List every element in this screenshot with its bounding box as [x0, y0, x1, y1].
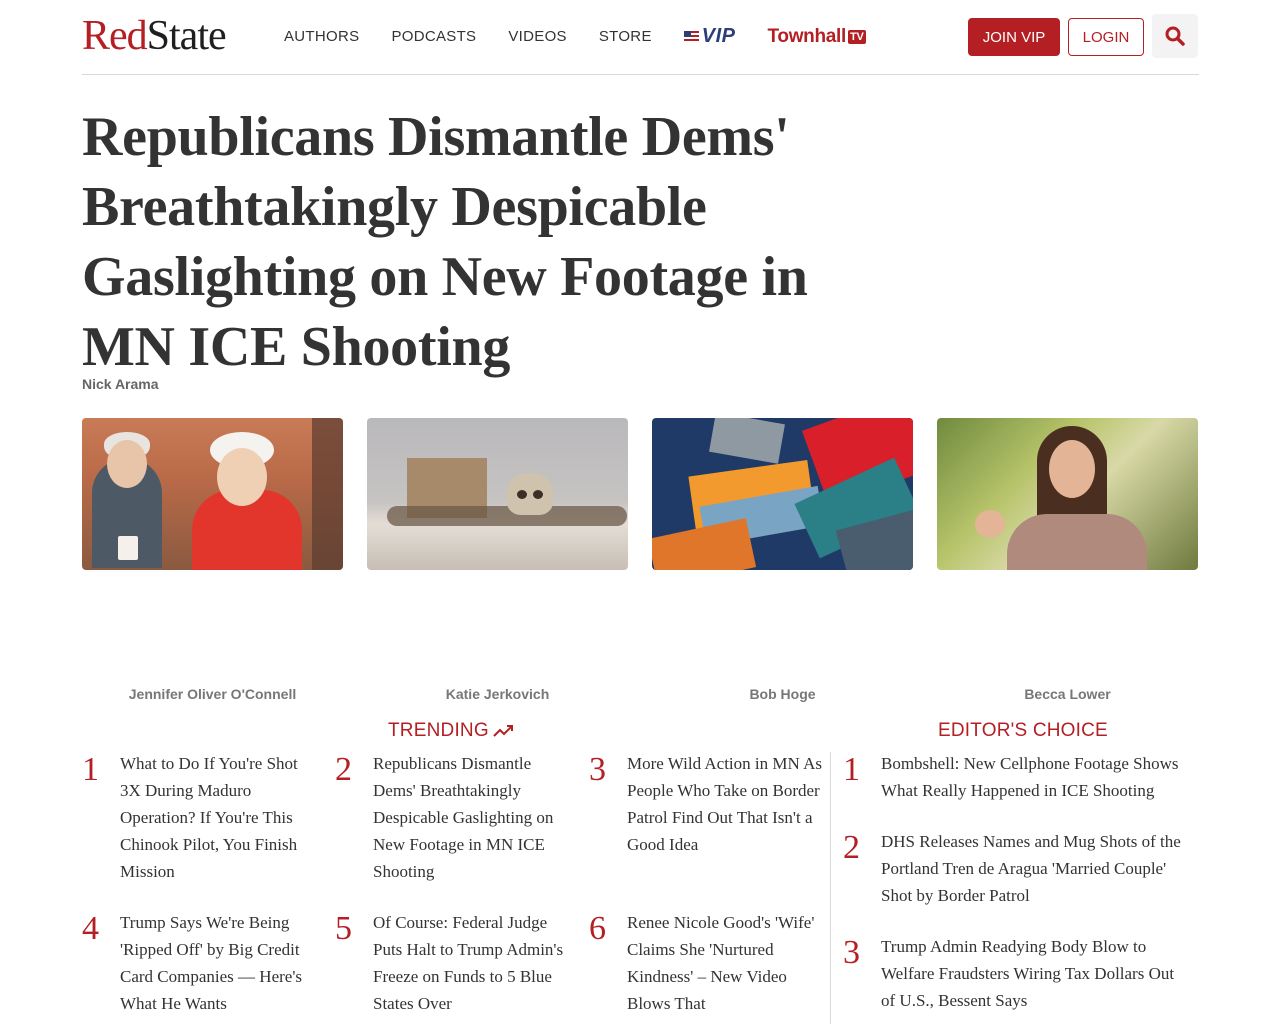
editors-link[interactable]: Trump Admin Readying Body Blow to Welfare Fraudsters Wiring Tax Dollars Out of U.S., Bessent Says: [881, 937, 1175, 1010]
trending-rank: 6: [589, 910, 606, 947]
editors-rank: 2: [843, 829, 860, 866]
nav-vip[interactable]: [684, 25, 736, 48]
article-headline: Republicans Dismantle Dems' Breathtakingly Despicable Gaslighting on New Footage in MN ICE Shooting: [82, 106, 808, 378]
editors-rank: 3: [843, 934, 860, 971]
nav-townhall-tv[interactable]: [768, 26, 866, 48]
site-header: [82, 0, 1199, 75]
login-button[interactable]: LOGIN: [1068, 18, 1144, 56]
column-divider: [830, 752, 831, 1024]
main-nav: [284, 25, 866, 48]
trending-rank: 4: [82, 910, 99, 947]
card-image[interactable]: [82, 418, 343, 570]
trending-rank: 5: [335, 910, 352, 947]
trending-link[interactable]: Renee Nicole Good's 'Wife' Claims She 'Nurtured Kindness' – New Video Blows That: [627, 913, 815, 1013]
site-logo[interactable]: [82, 14, 226, 58]
search-icon: [1165, 26, 1185, 46]
vip-label: VIP: [701, 25, 736, 47]
related-card[interactable]: [82, 418, 343, 702]
trending-heading: [388, 720, 515, 742]
trending-title: TRENDING: [388, 720, 489, 741]
join-vip-button[interactable]: JOIN VIP: [968, 18, 1060, 56]
tv-badge: TV: [850, 30, 864, 43]
trending-up-icon: [493, 724, 515, 738]
related-card[interactable]: [652, 418, 913, 702]
trending-rank: 3: [589, 751, 606, 788]
nav-podcasts[interactable]: PODCASTS: [391, 27, 477, 45]
article-author[interactable]: Nick Arama: [82, 376, 159, 392]
related-cards: [82, 418, 1199, 708]
card-author[interactable]: Katie Jerkovich: [445, 686, 550, 702]
card-image[interactable]: [937, 418, 1198, 570]
related-card[interactable]: [367, 418, 628, 702]
nav-videos[interactable]: VIDEOS: [508, 27, 567, 45]
nav-authors[interactable]: AUTHORS: [284, 27, 360, 45]
trending-link[interactable]: Of Course: Federal Judge Puts Halt to Trump Admin's Freeze on Funds to 5 Blue States Over: [373, 913, 564, 1013]
logo-red-part: Red: [82, 13, 147, 59]
card-author[interactable]: Becca Lower: [1024, 686, 1111, 702]
editors-rank: 1: [843, 751, 860, 788]
nav-store[interactable]: STORE: [598, 27, 652, 45]
search-button[interactable]: [1152, 14, 1198, 58]
trending-link[interactable]: What to Do If You're Shot 3X During Maduro Operation? If You're This Chinook Pilot, You Finish Mission: [120, 754, 298, 881]
trending-link[interactable]: Republicans Dismantle Dems' Breathtakingly Despicable Gaslighting on New Footage in MN ICE Shooting: [373, 754, 554, 881]
editors-link[interactable]: Bombshell: New Cellphone Footage Shows What Really Happened in ICE Shooting: [881, 754, 1179, 800]
card-author[interactable]: Jennifer Oliver O'Connell: [128, 686, 297, 702]
trending-rank: 1: [82, 751, 99, 788]
trending-link[interactable]: Trump Says We're Being 'Ripped Off' by Big Credit Card Companies — Here's What He Wants: [120, 913, 302, 1013]
card-author[interactable]: Bob Hoge: [749, 686, 816, 702]
logo-dark-part: State: [146, 13, 226, 59]
editors-choice-title: EDITOR'S CHOICE: [938, 720, 1108, 741]
trending-rank: 2: [335, 751, 352, 788]
us-flag-icon: [684, 31, 699, 43]
card-image[interactable]: [652, 418, 913, 570]
related-card[interactable]: [937, 418, 1198, 702]
editors-link[interactable]: DHS Releases Names and Mug Shots of the Portland Tren de Aragua 'Married Couple' Shot by Border Patrol: [881, 832, 1181, 905]
card-image[interactable]: [367, 418, 628, 570]
editors-choice-heading: [938, 720, 1108, 742]
trending-link[interactable]: More Wild Action in MN As People Who Take on Border Patrol Find Out That Isn't a Good Idea: [627, 754, 822, 854]
townhall-label: Townhall: [767, 25, 847, 47]
